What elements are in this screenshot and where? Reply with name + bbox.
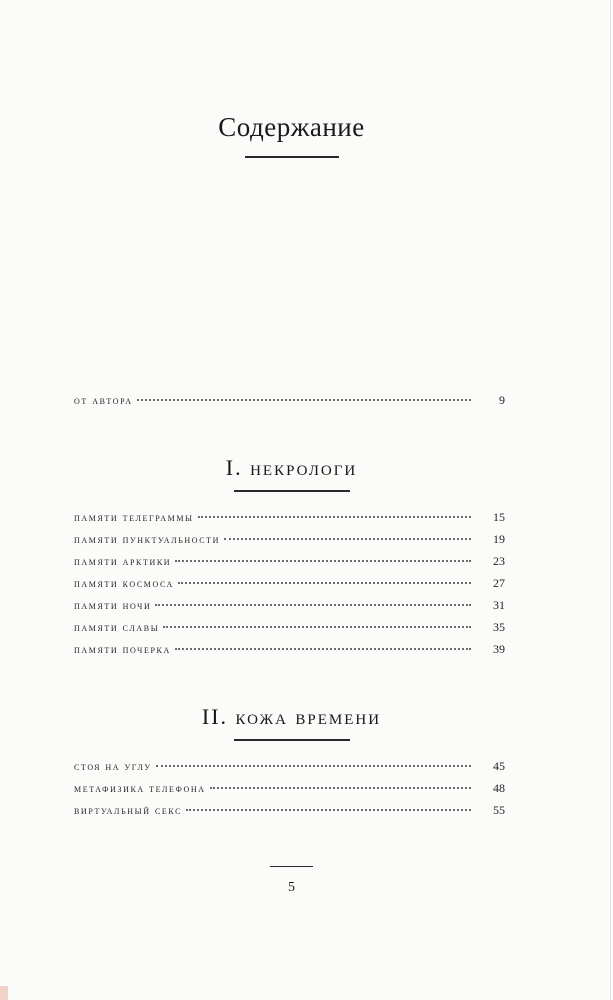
section-heading-1 [0,455,583,481]
toc-entry[interactable] [74,510,505,526]
toc-leader-dots [210,787,471,789]
toc-entry-label: памяти пунктуальности [74,534,221,546]
toc-entry[interactable] [74,554,505,570]
section-number: II. [201,704,229,729]
toc-entry-label: виртуальный секс [74,805,183,817]
toc-leader-dots [224,538,471,540]
page-number: 5 [288,880,295,895]
section-2-underline [234,739,350,741]
page-corner-mark [0,986,8,1000]
toc-entry-label: памяти арктики [74,556,172,568]
toc-leader-dots [163,626,471,628]
page-title: Содержание [218,112,365,142]
toc-leader-dots [137,399,471,401]
toc-entry[interactable] [74,642,505,658]
toc-entry-label: метафизика телефона [74,783,206,795]
section-name: кожа времени [235,704,382,729]
toc-leader-dots [175,648,471,650]
toc-entry-preface[interactable] [74,393,505,409]
section-number: I. [225,455,243,480]
toc-leader-dots [198,516,471,518]
toc-entry-page: 39 [493,642,505,656]
toc-entry-label: памяти космоса [74,578,174,590]
toc-entry[interactable] [74,620,505,636]
toc-entry[interactable] [74,576,505,592]
toc-entry-page: 19 [493,532,505,546]
toc-entry-label: памяти ночи [74,600,152,612]
toc-entry-label: памяти телеграммы [74,512,194,524]
toc-entry[interactable] [74,532,505,548]
toc-entry-page: 31 [493,598,505,612]
toc-entry-page: 23 [493,554,505,568]
section-name: некрологи [250,455,358,480]
toc-entry-page: 55 [493,803,505,817]
toc-entry[interactable] [74,781,505,797]
toc-entry[interactable] [74,803,505,819]
toc-leader-dots [178,582,471,584]
toc-entry-page: 9 [499,393,505,407]
toc-entry-page: 15 [493,510,505,524]
toc-entry[interactable] [74,598,505,614]
folio-rule [270,866,313,867]
toc-entry-page: 35 [493,620,505,634]
toc-leader-dots [155,604,471,606]
toc-leader-dots [175,560,471,562]
toc-entry-label: стоя на углу [74,761,152,773]
toc-entry-label: от автора [74,395,133,407]
toc-entry-label: памяти славы [74,622,160,634]
section-1-underline [234,490,350,492]
toc-entry-page: 45 [493,759,505,773]
toc-entry-label: памяти почерка [74,644,171,656]
section-heading-2 [0,704,583,730]
toc-leader-dots [156,765,471,767]
toc-entry-page: 48 [493,781,505,795]
title-underline [245,156,339,158]
toc-entry-page: 27 [493,576,505,590]
toc-leader-dots [186,809,471,811]
toc-entry[interactable] [74,759,505,775]
